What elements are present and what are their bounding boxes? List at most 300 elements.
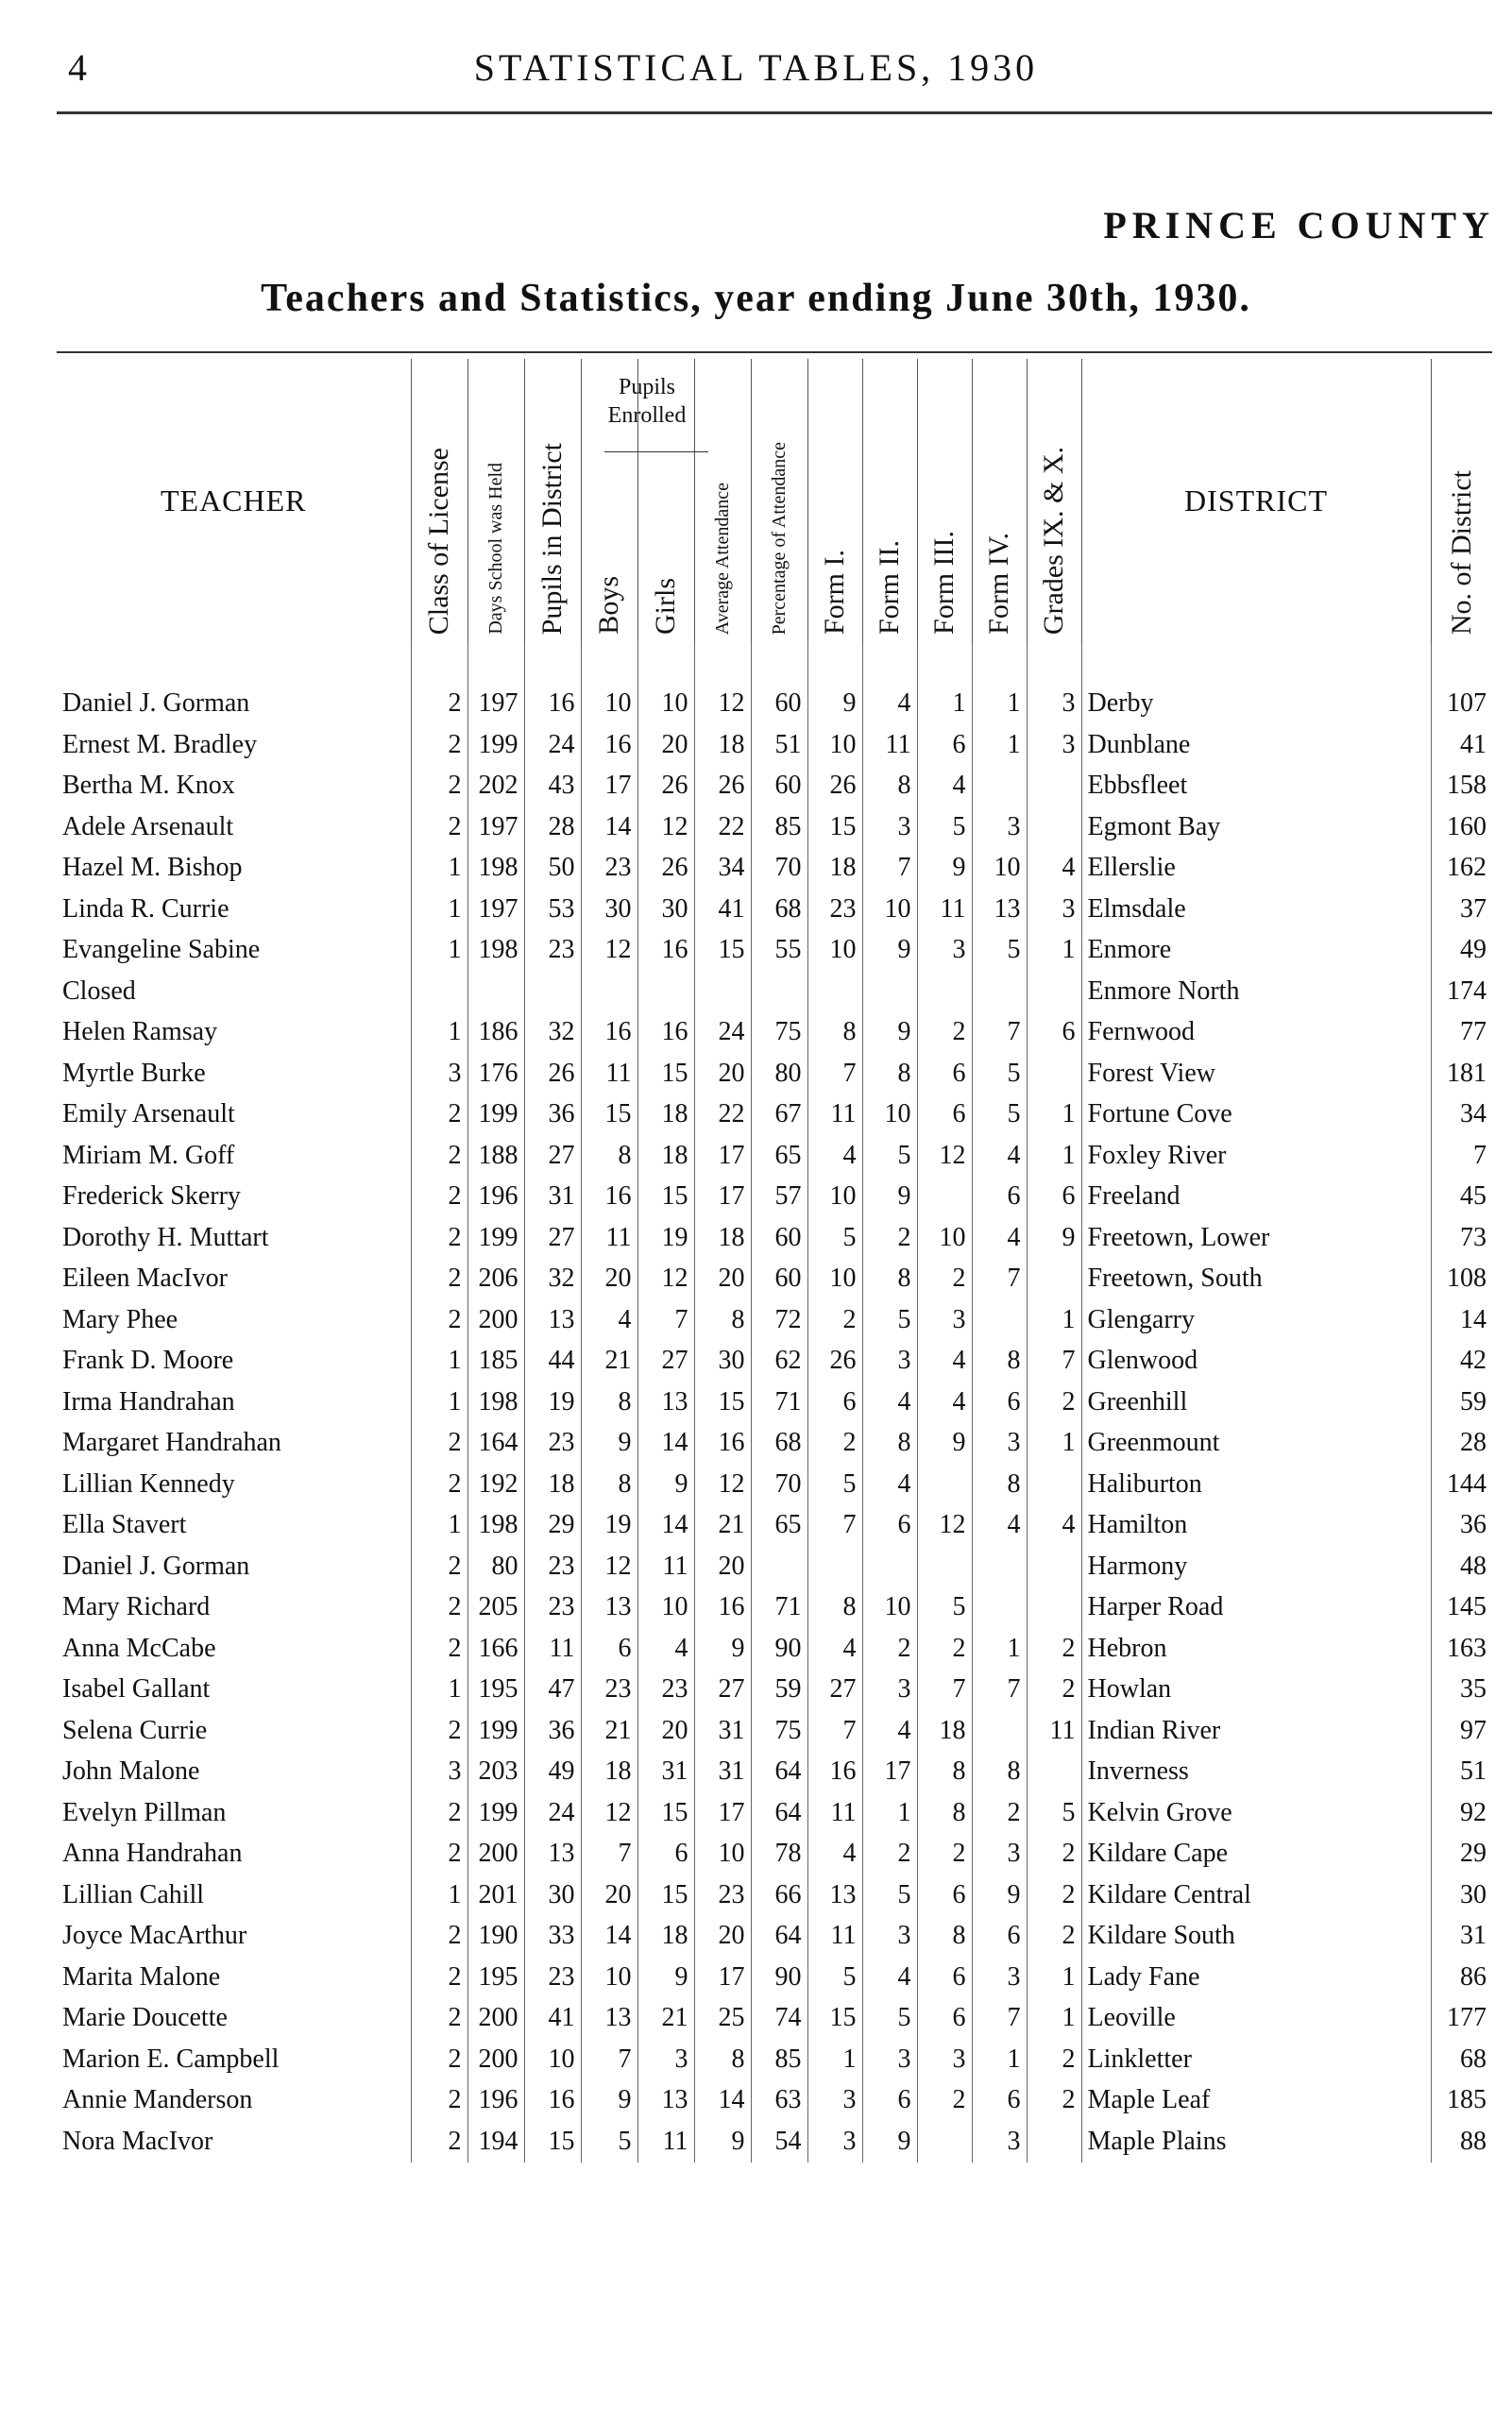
teacher-name-cell: Lillian Cahill (62, 1879, 205, 1909)
average-attendance-cell: 12 (694, 684, 751, 725)
girls-cell: 26 (637, 766, 694, 807)
form-1-cell: 13 (807, 1875, 862, 1916)
form-1-cell: 26 (807, 1341, 862, 1383)
form-3-cell: 7 (917, 1670, 972, 1711)
district-number-cell: 51 (1431, 1752, 1492, 1793)
days-held-cell: 190 (467, 1916, 524, 1958)
percentage-attendance-header: Percentage of Attendance (751, 359, 807, 642)
grades-ix-x-cell: 7 (1027, 1341, 1081, 1383)
form-1-cell: 4 (807, 1628, 862, 1670)
girls-cell: 16 (637, 930, 694, 972)
district-number-cell: 185 (1431, 2080, 1492, 2122)
boys-cell: 4 (581, 1299, 637, 1341)
boys-cell: 9 (581, 1423, 637, 1465)
percentage-attendance-cell: 60 (751, 1217, 807, 1259)
days-held-header: Days School was Held (467, 359, 524, 642)
average-attendance-cell: 31 (694, 1752, 751, 1793)
boys-cell: 21 (581, 1710, 637, 1752)
district-name-cell: Ellerslie (1081, 848, 1431, 890)
pupils-in-district-cell: 27 (524, 1135, 581, 1177)
percentage-attendance-cell: 51 (751, 724, 807, 766)
grades-ix-x-cell: 2 (1027, 1916, 1081, 1958)
average-attendance-cell: 26 (694, 766, 751, 807)
form-2-cell: 3 (862, 1341, 917, 1383)
district-number-cell: 92 (1431, 1792, 1492, 1834)
pupils-in-district-cell: 26 (524, 1053, 581, 1094)
class-of-license-cell: 1 (411, 1875, 467, 1916)
girls-cell: 15 (637, 1875, 694, 1916)
form-3-cell: 6 (917, 1094, 972, 1136)
form-4-cell: 6 (972, 1382, 1027, 1423)
grades-ix-x-cell: 4 (1027, 1505, 1081, 1547)
district-number-cell: 88 (1431, 2121, 1492, 2163)
percentage-attendance-cell: 74 (751, 1998, 807, 2040)
form-1-cell: 26 (807, 766, 862, 807)
days-held-cell: 200 (467, 2039, 524, 2080)
form-4-cell: 7 (972, 1012, 1027, 1054)
grades-ix-x-cell: 4 (1027, 848, 1081, 890)
district-number-cell: 36 (1431, 1505, 1492, 1547)
table-row (57, 1177, 1492, 1218)
form-4-cell (972, 1299, 1027, 1341)
form-3-cell: 1 (917, 684, 972, 725)
class-of-license-cell: 2 (411, 1792, 467, 1834)
average-attendance-cell: 31 (694, 1710, 751, 1752)
form-4-cell: 1 (972, 684, 1027, 725)
district-name-cell: Maple Leaf (1081, 2080, 1431, 2122)
form-2-cell: 9 (862, 2121, 917, 2163)
form-1-cell: 5 (807, 1217, 862, 1259)
teacher-name-cell: Ernest M. Bradley (62, 729, 258, 759)
grades-ix-x-cell (1027, 1053, 1081, 1094)
district-number-cell: 158 (1431, 766, 1492, 807)
form-3-cell: 2 (917, 1259, 972, 1300)
teacher-header: TEACHER (160, 483, 307, 517)
grades-ix-x-cell (1027, 1546, 1081, 1587)
form-2-cell: 10 (862, 1094, 917, 1136)
grades-ix-x-cell: 2 (1027, 1382, 1081, 1423)
boys-cell: 11 (581, 1053, 637, 1094)
district-number-cell: 86 (1431, 1957, 1492, 1998)
table-row (57, 1752, 1492, 1793)
teacher-name-cell: Myrtle Burke (62, 1058, 206, 1088)
pupils-in-district-cell: 50 (524, 848, 581, 890)
average-attendance-cell: 20 (694, 1053, 751, 1094)
form-2-cell (862, 1546, 917, 1587)
form-3-cell: 12 (917, 1135, 972, 1177)
form-3-cell: 3 (917, 930, 972, 972)
form-3-cell: 6 (917, 724, 972, 766)
form-2-cell: 1 (862, 1792, 917, 1834)
form-4-cell: 5 (972, 1094, 1027, 1136)
girls-cell: 21 (637, 1998, 694, 2040)
class-of-license-cell: 2 (411, 766, 467, 807)
table-row (57, 724, 1492, 766)
percentage-attendance-cell: 67 (751, 1094, 807, 1136)
girls-cell: 9 (637, 1957, 694, 1998)
form-4-cell: 3 (972, 1423, 1027, 1465)
percentage-attendance-cell: 64 (751, 1916, 807, 1958)
grades-ix-x-cell (1027, 1752, 1081, 1793)
girls-cell: 7 (637, 1299, 694, 1341)
form-2-cell: 8 (862, 1423, 917, 1465)
days-held-cell: 196 (467, 2080, 524, 2122)
district-number-cell: 144 (1431, 1464, 1492, 1505)
form-3-cell: 18 (917, 1710, 972, 1752)
form-2-cell: 2 (862, 1628, 917, 1670)
form-1-cell (807, 971, 862, 1012)
grades-ix-x-cell: 6 (1027, 1177, 1081, 1218)
grades-ix-x-cell (1027, 971, 1081, 1012)
days-held-cell: 200 (467, 1998, 524, 2040)
district-number-cell: 14 (1431, 1299, 1492, 1341)
class-of-license-cell: 2 (411, 1423, 467, 1465)
percentage-attendance-cell (751, 971, 807, 1012)
header-rule (57, 111, 1492, 114)
percentage-attendance-cell: 64 (751, 1752, 807, 1793)
average-attendance-cell: 27 (694, 1670, 751, 1711)
district-name-cell: Ebbsfleet (1081, 766, 1431, 807)
form-2-cell: 8 (862, 1259, 917, 1300)
grades-ix-x-cell (1027, 806, 1081, 848)
running-title: STATISTICAL TABLES, 1930 (473, 46, 1039, 89)
pupils-in-district-cell (524, 971, 581, 1012)
boys-cell: 10 (581, 1957, 637, 1998)
days-held-cell: 202 (467, 766, 524, 807)
form-4-cell: 9 (972, 1875, 1027, 1916)
district-name-cell: Lady Fane (1081, 1957, 1431, 1998)
district-name-cell: Glenwood (1081, 1341, 1431, 1383)
class-of-license-cell: 2 (411, 1259, 467, 1300)
class-of-license-cell: 2 (411, 2121, 467, 2163)
teacher-name-cell: Hazel M. Bishop (62, 853, 243, 883)
boys-cell: 16 (581, 724, 637, 766)
teacher-name-cell: Ella Stavert (62, 1510, 187, 1540)
class-of-license-cell (411, 971, 467, 1012)
district-number-cell: 160 (1431, 806, 1492, 848)
district-number-cell: 77 (1431, 1012, 1492, 1054)
average-attendance-cell: 15 (694, 930, 751, 972)
boys-cell: 20 (581, 1259, 637, 1300)
class-of-license-cell: 1 (411, 930, 467, 972)
pupils-in-district-cell: 43 (524, 766, 581, 807)
days-held-cell: 198 (467, 1382, 524, 1423)
form-4-cell: 5 (972, 930, 1027, 972)
percentage-attendance-cell: 60 (751, 684, 807, 725)
form-1-cell: 23 (807, 889, 862, 930)
form-3-cell: 8 (917, 1752, 972, 1793)
boys-cell: 10 (581, 684, 637, 725)
grades-ix-x-cell: 2 (1027, 1875, 1081, 1916)
percentage-attendance-cell: 60 (751, 766, 807, 807)
form-4-cell: 4 (972, 1505, 1027, 1547)
table-row (57, 971, 1492, 1012)
class-of-license-cell: 2 (411, 1998, 467, 2040)
district-number-cell: 48 (1431, 1546, 1492, 1587)
table-row (57, 1670, 1492, 1711)
table-row (57, 1135, 1492, 1177)
form-4-cell: 1 (972, 724, 1027, 766)
grades-ix-x-cell: 2 (1027, 1670, 1081, 1711)
pupils-in-district-cell: 44 (524, 1341, 581, 1383)
teacher-name-cell: John Malone (62, 1756, 200, 1787)
form-4-cell (972, 1546, 1027, 1587)
district-name-cell: Glengarry (1081, 1299, 1431, 1341)
form-4-cell: 1 (972, 1628, 1027, 1670)
district-number-cell: 177 (1431, 1998, 1492, 2040)
district-name-cell: Forest View (1081, 1053, 1431, 1094)
teacher-name-cell: Miriam M. Goff (62, 1140, 235, 1170)
grades-header: Grades IX. & X. (1027, 359, 1081, 642)
form-1-cell: 8 (807, 1012, 862, 1054)
days-held-cell: 198 (467, 848, 524, 890)
teacher-name-cell: Joyce MacArthur (62, 1921, 247, 1951)
average-attendance-cell: 14 (694, 2080, 751, 2122)
table-row (57, 848, 1492, 890)
teacher-name-cell: Frederick Skerry (62, 1181, 241, 1212)
district-name-cell: Harper Road (1081, 1587, 1431, 1629)
county-title: PRINCE COUNTY (1103, 204, 1495, 246)
pupils-in-district-cell: 29 (524, 1505, 581, 1547)
table-row (57, 766, 1492, 807)
class-of-license-cell: 2 (411, 1834, 467, 1875)
grades-ix-x-cell: 1 (1027, 930, 1081, 972)
boys-cell: 8 (581, 1135, 637, 1177)
district-number-cell: 45 (1431, 1177, 1492, 1218)
pupils-in-district-cell: 32 (524, 1012, 581, 1054)
average-attendance-cell: 20 (694, 1916, 751, 1958)
percentage-attendance-cell: 68 (751, 889, 807, 930)
girls-cell: 16 (637, 1012, 694, 1054)
page-number: 4 (68, 46, 87, 89)
district-number-cell: 145 (1431, 1587, 1492, 1629)
percentage-attendance-cell: 75 (751, 1012, 807, 1054)
average-attendance-cell: 16 (694, 1423, 751, 1465)
girls-cell: 11 (637, 1546, 694, 1587)
days-held-cell: 199 (467, 724, 524, 766)
table-row (57, 1464, 1492, 1505)
form-4-cell: 3 (972, 1957, 1027, 1998)
average-attendance-cell: 34 (694, 848, 751, 890)
form-1-cell: 2 (807, 1299, 862, 1341)
pupils-in-district-cell: 13 (524, 1299, 581, 1341)
header-row (57, 359, 1492, 642)
form-1-cell: 7 (807, 1710, 862, 1752)
table-row (57, 1957, 1492, 1998)
form-1-cell: 3 (807, 2121, 862, 2163)
boys-cell: 15 (581, 1094, 637, 1136)
form-4-cell (972, 766, 1027, 807)
form-2-cell: 5 (862, 1135, 917, 1177)
days-held-cell: 197 (467, 684, 524, 725)
grades-ix-x-cell (1027, 1587, 1081, 1629)
form-1-cell: 5 (807, 1464, 862, 1505)
form-1-cell: 18 (807, 848, 862, 890)
form-3-cell (917, 971, 972, 1012)
form-3-cell: 2 (917, 1628, 972, 1670)
form-2-cell: 4 (862, 1382, 917, 1423)
pupils-in-district-cell: 32 (524, 1259, 581, 1300)
pupils-in-district-cell: 13 (524, 1834, 581, 1875)
table-row (57, 1299, 1492, 1341)
table-row (57, 806, 1492, 848)
days-held-cell: 201 (467, 1875, 524, 1916)
class-of-license-cell: 2 (411, 1464, 467, 1505)
form-3-cell: 12 (917, 1505, 972, 1547)
table-row (57, 1710, 1492, 1752)
grades-ix-x-cell: 2 (1027, 2080, 1081, 2122)
form-2-cell: 2 (862, 1834, 917, 1875)
form-4-cell (972, 971, 1027, 1012)
percentage-attendance-cell: 90 (751, 1957, 807, 1998)
teacher-name-cell: Daniel J. Gorman (62, 688, 250, 719)
form-1-cell: 9 (807, 684, 862, 725)
class-of-license-cell: 2 (411, 2080, 467, 2122)
table-row (57, 1259, 1492, 1300)
boys-cell: 16 (581, 1177, 637, 1218)
class-of-license-cell: 2 (411, 806, 467, 848)
percentage-attendance-cell: 72 (751, 1299, 807, 1341)
pupils-in-district-cell: 16 (524, 2080, 581, 2122)
table-row (57, 1587, 1492, 1629)
percentage-attendance-cell: 85 (751, 806, 807, 848)
boys-cell: 21 (581, 1341, 637, 1383)
form-1-cell: 7 (807, 1053, 862, 1094)
boys-cell: 9 (581, 2080, 637, 2122)
form-4-cell: 7 (972, 1670, 1027, 1711)
class-of-license-cell: 2 (411, 724, 467, 766)
district-name-cell: Greenmount (1081, 1423, 1431, 1465)
grades-ix-x-cell (1027, 1464, 1081, 1505)
teacher-name-cell: Evelyn Pillman (62, 1797, 227, 1827)
girls-cell: 23 (637, 1670, 694, 1711)
form-3-cell: 2 (917, 1834, 972, 1875)
percentage-attendance-cell: 75 (751, 1710, 807, 1752)
percentage-attendance-cell: 59 (751, 1670, 807, 1711)
pupils-in-district-cell: 16 (524, 684, 581, 725)
average-attendance-cell (694, 971, 751, 1012)
average-attendance-cell: 16 (694, 1587, 751, 1629)
days-held-cell: 196 (467, 1177, 524, 1218)
average-attendance-cell: 9 (694, 2121, 751, 2163)
boys-cell: 18 (581, 1752, 637, 1793)
class-of-license-cell: 1 (411, 1012, 467, 1054)
form-4-cell: 6 (972, 1916, 1027, 1958)
form-1-cell: 1 (807, 2039, 862, 2080)
boys-cell: 30 (581, 889, 637, 930)
boys-cell: 7 (581, 1834, 637, 1875)
form-4-cell: 4 (972, 1217, 1027, 1259)
average-attendance-cell: 18 (694, 1217, 751, 1259)
girls-cell: 20 (637, 1710, 694, 1752)
boys-cell: 23 (581, 848, 637, 890)
form-4-cell: 6 (972, 2080, 1027, 2122)
girls-cell: 15 (637, 1177, 694, 1218)
girls-cell: 19 (637, 1217, 694, 1259)
table-row (57, 1998, 1492, 2040)
boys-cell: 12 (581, 930, 637, 972)
average-attendance-cell: 20 (694, 1259, 751, 1300)
pupils-enrolled-rule (604, 451, 708, 452)
girls-cell: 18 (637, 1135, 694, 1177)
table-row (57, 1423, 1492, 1465)
form-2-cell: 8 (862, 1053, 917, 1094)
average-attendance-cell: 8 (694, 2039, 751, 2080)
district-name-cell: Freeland (1081, 1177, 1431, 1218)
district-name-cell: Kelvin Grove (1081, 1792, 1431, 1834)
form-3-cell: 4 (917, 766, 972, 807)
pupils-in-district-cell: 47 (524, 1670, 581, 1711)
form-3-header: Form III. (917, 359, 972, 642)
boys-cell: 5 (581, 2121, 637, 2163)
grades-ix-x-cell: 2 (1027, 2039, 1081, 2080)
boys-cell: 7 (581, 2039, 637, 2080)
percentage-attendance-cell: 57 (751, 1177, 807, 1218)
pupils-in-district-cell: 33 (524, 1916, 581, 1958)
form-3-cell: 4 (917, 1382, 972, 1423)
form-2-cell: 10 (862, 1587, 917, 1629)
statistics-table (57, 359, 1492, 2163)
form-3-cell (917, 1546, 972, 1587)
class-of-license-cell: 2 (411, 1587, 467, 1629)
teacher-name-cell: Evangeline Sabine (62, 935, 261, 965)
girls-cell: 14 (637, 1505, 694, 1547)
pupils-in-district-cell: 23 (524, 1587, 581, 1629)
average-attendance-cell: 8 (694, 1299, 751, 1341)
pupils-in-district-cell: 27 (524, 1217, 581, 1259)
pupils-in-district-cell: 23 (524, 1957, 581, 1998)
district-number-cell: 37 (1431, 889, 1492, 930)
class-of-license-header: Class of License (411, 359, 467, 642)
form-1-cell: 10 (807, 1177, 862, 1218)
grades-ix-x-cell: 2 (1027, 1834, 1081, 1875)
form-3-cell: 8 (917, 1792, 972, 1834)
pupils-in-district-cell: 15 (524, 2121, 581, 2163)
pupils-in-district-header: Pupils in District (524, 359, 581, 642)
form-2-cell: 6 (862, 1505, 917, 1547)
days-held-cell: 197 (467, 889, 524, 930)
girls-cell: 12 (637, 1259, 694, 1300)
girls-cell: 10 (637, 684, 694, 725)
percentage-attendance-cell: 54 (751, 2121, 807, 2163)
class-of-license-cell: 2 (411, 1217, 467, 1259)
form-4-cell: 13 (972, 889, 1027, 930)
girls-cell: 14 (637, 1423, 694, 1465)
form-1-cell: 6 (807, 1382, 862, 1423)
class-of-license-cell: 2 (411, 1299, 467, 1341)
class-of-license-cell: 1 (411, 1341, 467, 1383)
teacher-name-cell: Helen Ramsay (62, 1017, 218, 1047)
district-name-cell: Hamilton (1081, 1505, 1431, 1547)
district-name-cell: Enmore (1081, 930, 1431, 972)
table-row (57, 1012, 1492, 1054)
boys-cell: 12 (581, 1546, 637, 1587)
average-attendance-cell: 15 (694, 1382, 751, 1423)
boys-cell: 23 (581, 1670, 637, 1711)
class-of-license-cell: 2 (411, 1094, 467, 1136)
table-row (57, 1505, 1492, 1547)
form-3-cell: 6 (917, 1957, 972, 1998)
percentage-attendance-cell: 60 (751, 1259, 807, 1300)
table-row (57, 1094, 1492, 1136)
girls-cell: 27 (637, 1341, 694, 1383)
girls-cell: 6 (637, 1834, 694, 1875)
form-2-cell: 17 (862, 1752, 917, 1793)
teacher-name-cell: Irma Handrahan (62, 1386, 235, 1417)
district-number-cell: 97 (1431, 1710, 1492, 1752)
district-name-cell: Maple Plains (1081, 2121, 1431, 2163)
boys-cell: 13 (581, 1587, 637, 1629)
